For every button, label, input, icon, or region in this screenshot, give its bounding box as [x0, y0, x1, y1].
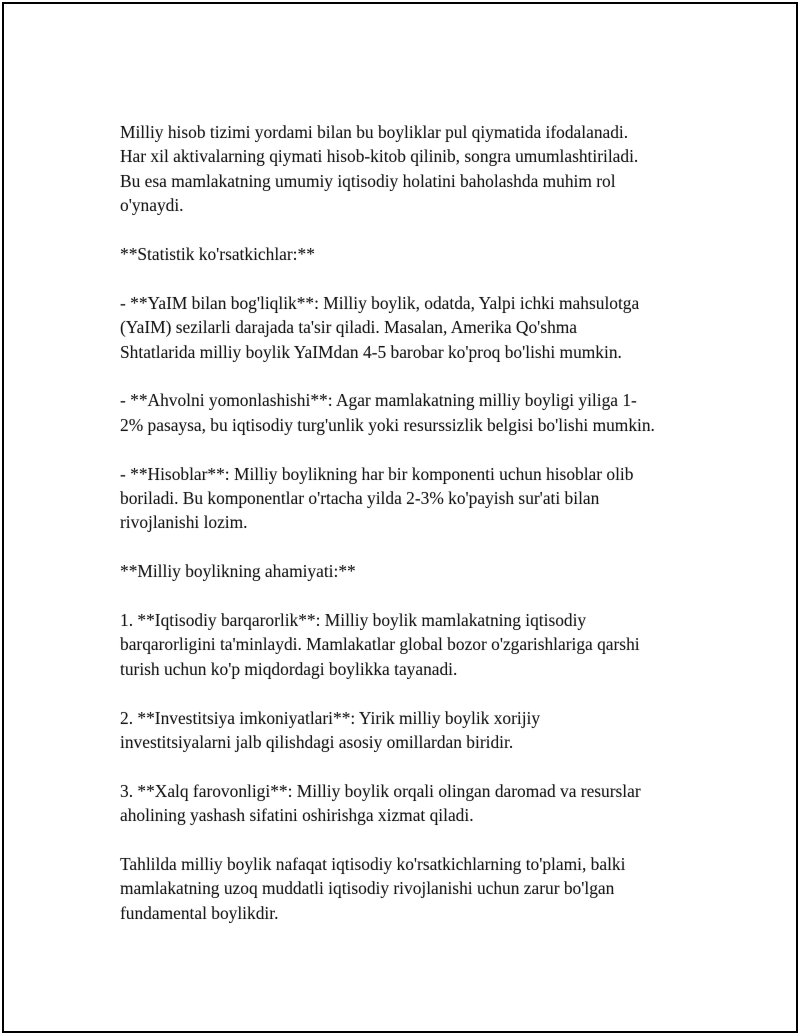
document-body [120, 120, 700, 950]
gdp-relation-item: - **YaIM bilan bog'liqlik**: Milliy boylik, odatda, Yalpi ichki mahsulotga (YaIM) sezilarli darajada ta'sir qiladi. Masalan, Amerika Qo'shma Shtatlarida milliy boylik YaIMdan 4-5 barobar ko'proq bo'lishi mumkin. [120, 292, 640, 362]
welfare-item: 3. **Xalq farovonligi**: Milliy boylik orqali olingan daromad va resurslar aholining yashash sifatini oshirishga xizmat qiladi. [120, 780, 641, 826]
importance-heading: **Milliy boylikning ahamiyati:** [120, 561, 356, 582]
decline-item: - **Ahvolni yomonlashishi**: Agar mamlakatning milliy boyligi yiliga 1- 2% pasaysa, bu iqtisodiy turg'unlik yoki resurssizlik belgisi bo'lishi mumkin. [120, 390, 655, 435]
stability-item: 1. **Iqtisodiy barqarorlik**: Milliy boylik mamlakatning iqtisodiy barqarorligini ta'minlaydi. Mamlakatlar global bozor o'zgarishlariga qarshi turish uchun ko'p miqdordagi boylikka tayanadi. [120, 610, 640, 679]
investment-item: 2. **Investitsiya imkoniyatlari**: Yirik milliy boylik xorijiy investitsiyalarni jalb qilishdagi asosiy omillardan biridir. [120, 707, 541, 753]
accounts-item: - **Hisoblar**: Milliy boylikning har bir komponenti uchun hisoblar olib boriladi. Bu komponentlar o'rtacha yilda 2-3% ko'payish sur'ati bilan rivojlanishi lozim. [120, 463, 634, 533]
intro-paragraph: Milliy hisob tizimi yordami bilan bu boyliklar pul qiymatida ifodalanadi. Har xil aktivalarning qiymati hisob-kitob qilinib, songra umumlashtiriladi. Bu esa mamlakatning umumiy iqtisodiy holatini baholashda muhim rol o'ynaydi. [120, 122, 639, 216]
document-page [2, 2, 798, 1033]
statistics-heading: **Statistik ko'rsatkichlar:** [120, 244, 315, 265]
conclusion-paragraph: Tahlilda milliy boylik nafaqat iqtisodiy ko'rsatkichlarning to'plami, balki mamlakatning uzoq muddatli iqtisodiy rivojlanishi uchun zarur bo'lgan fundamental boylikdir. [120, 854, 626, 923]
